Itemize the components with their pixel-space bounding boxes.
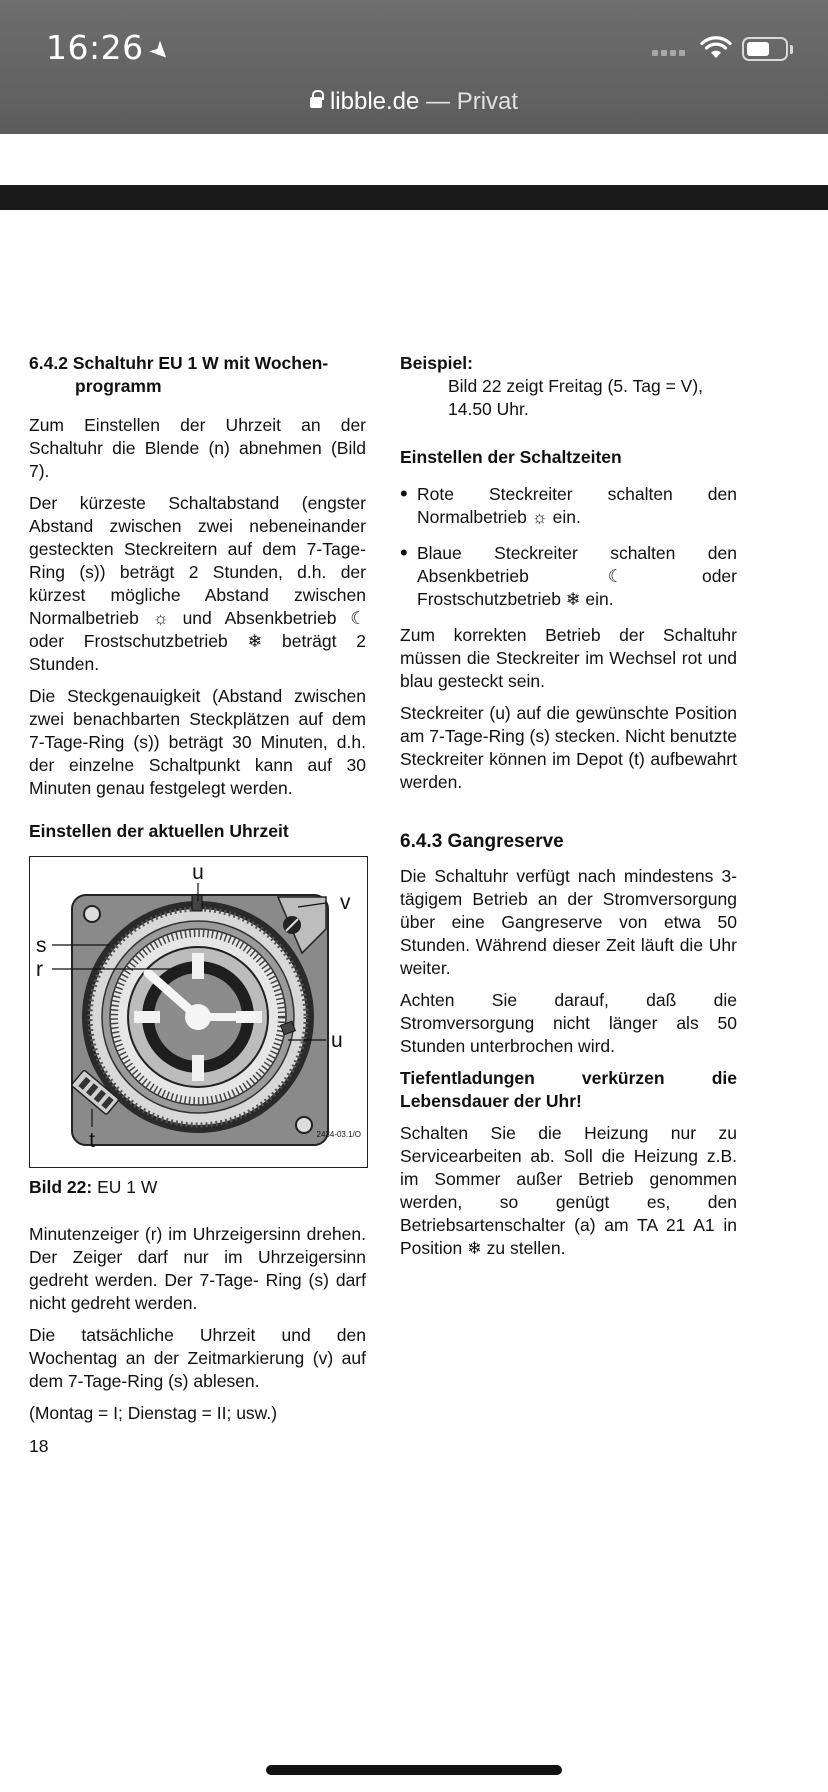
bullet-item: • Blaue Steckreiter schalten den Absenkbetrieb ☾ oder Frostschutzbetrieb ❄ ein.: [400, 542, 737, 611]
subheading-schaltzeiten: Einstellen der Schaltzeiten: [400, 447, 622, 467]
lock-icon: [310, 97, 322, 108]
url-domain: libble.de: [329, 88, 420, 115]
figure-label-s: s: [36, 934, 47, 957]
figure-label-t: t: [89, 1129, 95, 1152]
home-indicator[interactable]: [266, 1765, 562, 1775]
paragraph: Der kürzeste Schaltabstand (engster Abstand zwischen zwei nebeneinander gesteckten Steckreitern auf dem 7-Tage-Ring (s)) beträgt 2 Stunden, d.h. der kürzest mögliche Abstand zwischen Normalbetrieb ☼ und Absenkbetrieb ☾ oder Frostschutzbetrieb ❄ beträgt 2 Stunden.: [29, 493, 366, 674]
paragraph: Die tatsächliche Uhrzeit und den Wochentag an der Zeitmarkierung (v) auf dem 7-Tage-Ring (s) ablesen.: [29, 1325, 366, 1391]
paragraph: Die Steckgenauigkeit (Abstand zwischen zwei benachbarten Steckplätzen auf dem 7-Tage-Ring (s)) beträgt 30 Minuten, d.h. der einzelne Schaltpunkt kann auf 30 Minuten genau festgelegt werden.: [29, 686, 366, 798]
location-arrow-icon: ➤: [142, 33, 178, 69]
page-number: 18: [29, 1436, 49, 1456]
figure-code: 2434-03.1/O: [316, 1130, 361, 1139]
bullet-item: • Rote Steckreiter schalten den Normalbetrieb ☼ ein.: [400, 483, 737, 529]
figure-label-r: r: [36, 958, 43, 981]
paragraph: Zum Einstellen der Uhrzeit an der Schaltuhr die Blende (n) abnehmen (Bild 7).: [29, 415, 366, 481]
paragraph: (Montag = I; Dienstag = II; usw.): [29, 1403, 278, 1423]
example-heading: Beispiel:: [400, 353, 473, 373]
paragraph: Steckreiter (u) auf die gewünschte Position am 7-Tage-Ring (s) stecken. Nicht benutzte Steckreiter können im Depot (t) aufbewahrt werden.: [400, 703, 737, 792]
paragraph: Minutenzeiger (r) im Uhrzeigersinn drehen. Der Zeiger darf nur im Uhrzeigersinn gedreht werden. Der 7-Tage- Ring (s) darf nicht gedreht werden.: [29, 1224, 366, 1313]
paragraph: Die Schaltuhr verfügt nach mindestens 3-tägigem Betrieb an der Stromversorgung über eine Gangreserve von etwa 50 Stunden. Während dieser Zeit läuft die Uhr weiter.: [400, 866, 737, 978]
paragraph: Schalten Sie die Heizung nur zu Servicearbeiten ab. Soll die Heizung z.B. im Sommer außer Betrieb genommen werden, so genügt es, den Betriebsartenschalter (a) am TA 21 A1 in Position ❄ zu stellen.: [400, 1123, 737, 1258]
section-heading-643: 6.4.3 Gangreserve: [400, 831, 564, 852]
example-text: Bild 22 zeigt Freitag (5. Tag = V), 14.50 Uhr.: [448, 376, 704, 419]
warning-text: Tiefentladungen verkürzen die Lebensdauer der Uhr!: [400, 1068, 737, 1111]
paragraph: Achten Sie darauf, daß die Stromversorgung nicht länger als 50 Stunden unterbrochen wird.: [400, 990, 737, 1056]
address-bar[interactable]: [0, 88, 828, 116]
browser-top-bar: [0, 0, 828, 134]
cellular-signal-icon: [652, 50, 685, 56]
figure-caption: Bild 22: EU 1 W: [29, 1177, 158, 1197]
status-time: 16:26➤: [46, 28, 178, 69]
left-column: [29, 352, 366, 1458]
section-heading-642: 6.4.2 Schaltuhr EU 1 W mit Wochen-programm: [29, 353, 329, 396]
timer-clock-illustration: [30, 857, 366, 1166]
paragraph: Zum korrekten Betrieb der Schaltuhr müssen die Steckreiter im Wechsel rot und blau gesteckt sein.: [400, 625, 737, 691]
right-column: [400, 352, 737, 1269]
url-private-label: — Privat: [426, 88, 519, 115]
battery-icon: [742, 37, 788, 61]
timer-clock-figure: [29, 856, 368, 1168]
figure-label-u-top: u: [192, 861, 204, 884]
wifi-icon: [700, 36, 732, 60]
page-header-bar: [0, 185, 828, 210]
subheading-uhrzeit: Einstellen der aktuellen Uhrzeit: [29, 821, 289, 841]
figure-label-u-right: u: [331, 1029, 343, 1052]
figure-label-v: v: [340, 891, 351, 914]
